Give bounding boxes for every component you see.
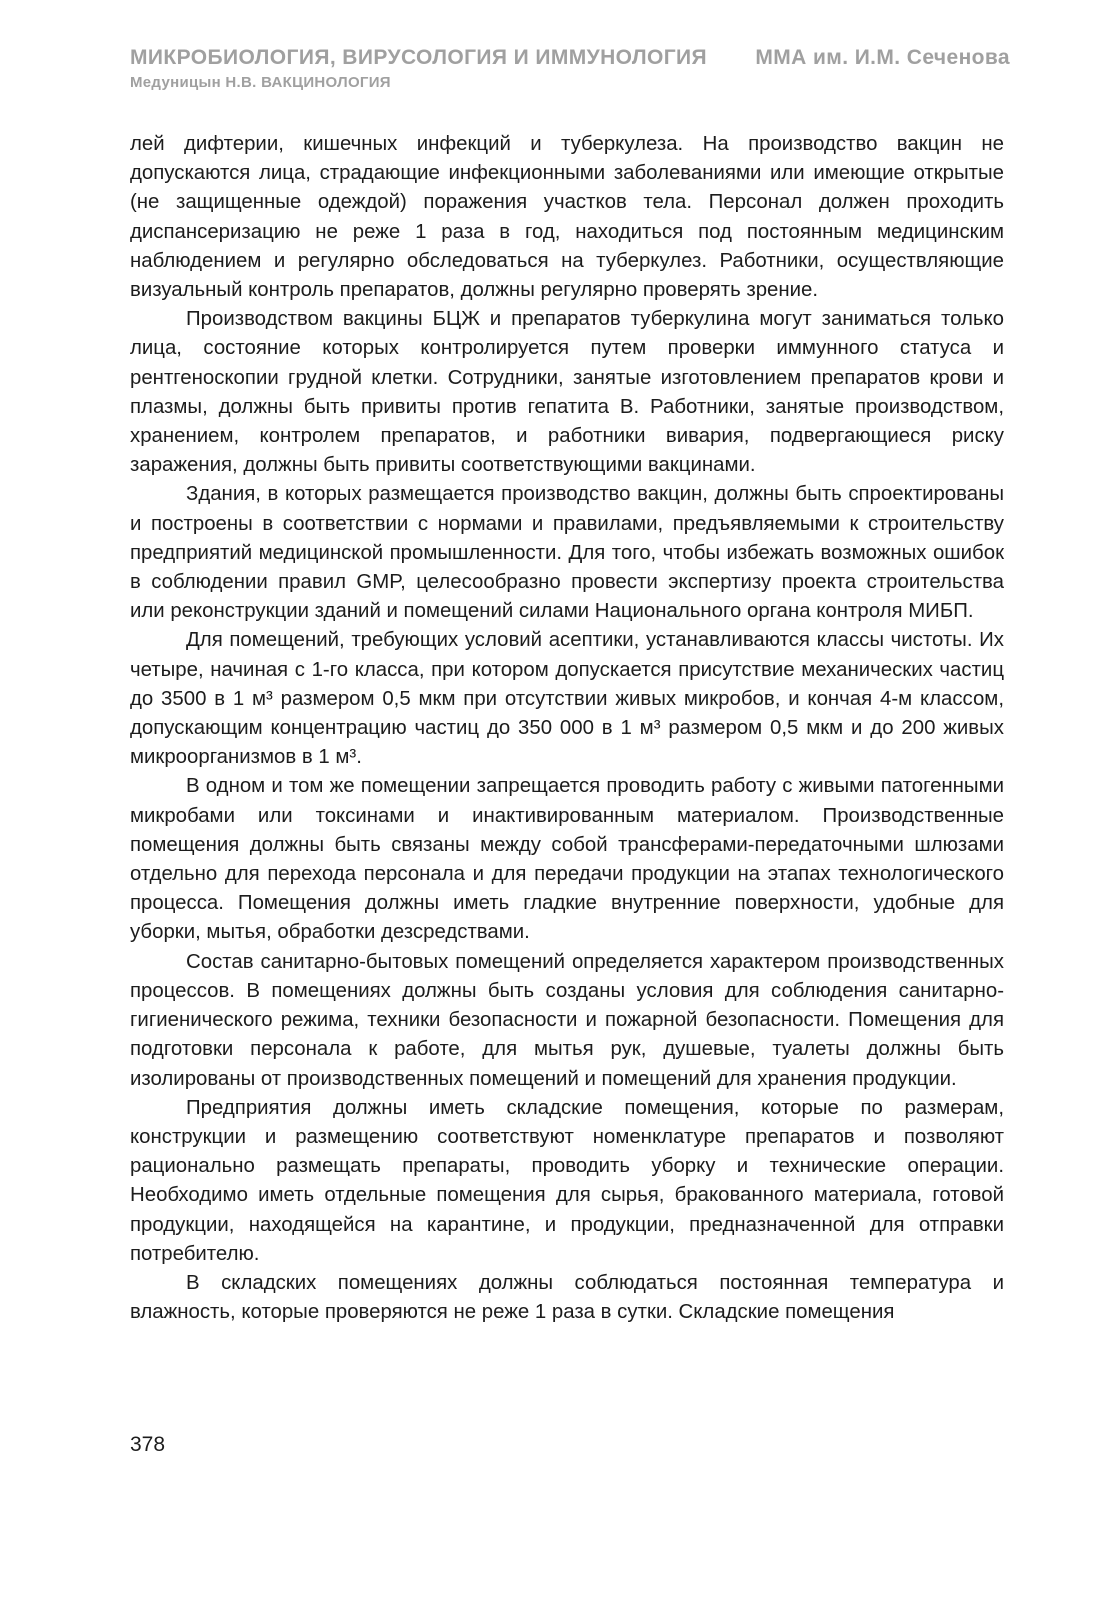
paragraph-8: В складских помещениях должны соблюдаться постоянная температура и влажность, которые проверяются не реже 1 раза в сутки. Складские помещения (130, 1271, 1004, 1324)
paragraph-7: Предприятия должны иметь складские помещения, которые по размерам, конструкции и размещению соответствуют номенклатуре препаратов и позволяют рационально размещать препараты, проводить уборку и технические операции. Необходимо иметь отдельные помещения для сырья, бракованного материала, готовой продукции, находящейся на карантине, и продукции, предназначенной для отправки потребителю. (130, 1096, 1004, 1265)
paragraph-1: лей дифтерии, кишечных инфекций и туберкулеза. На производство вакцин не допускаются лица, страдающие инфекционными заболеваниями или имеющие открытые (не защищенные одеждой) поражения участков тела. Персонал должен проходить диспансеризацию не реже 1 раза в год, находиться под постоянным медицинским наблюдением и регулярно обследоваться на туберкулез. Работники, осуществляющие визуальный контроль препаратов, должны регулярно проверять зрение. (130, 133, 1004, 302)
paragraph-6: Состав санитарно-бытовых помещений определяется характером производственных процессов. В помещениях должны быть созданы условия для соблюдения санитарно-гигиенического режима, техники безопасности и пожарной безопасности. Помещения для подготовки персонала к работе, для мытья рук, душевые, туалеты должны быть изолированы от производственных помещений и помещений для хранения продукции. (130, 950, 1004, 1090)
page-number: 378 (130, 1433, 166, 1456)
header-line-1 (130, 46, 1010, 70)
header-subject: МИКРОБИОЛОГИЯ, ВИРУСОЛОГИЯ И ИММУНОЛОГИЯ (130, 46, 708, 69)
header-institution: ММА им. И.М. Сеченова (755, 46, 1010, 69)
body-text (130, 130, 1004, 1327)
paragraph-3: Здания, в которых размещается производство вакцин, должны быть спроектированы и построены в соответствии с нормами и правилами, предъявляемыми к строительству предприятий медицинской промышленности. Для того, чтобы избежать возможных ошибок в соблюдении правил GMP, целесообразно провести экспертизу проекта строительства или реконструкции зданий и помещений силами Национального органа контроля МИБП. (130, 483, 1004, 623)
header-book-title: Медуницын Н.В. ВАКЦИНОЛОГИЯ (130, 74, 391, 91)
paragraph-4: Для помещений, требующих условий асептики, устанавливаются классы чистоты. Их четыре, начиная с 1-го класса, при котором допускается присутствие механических частиц до 3500 в 1 м³ размером 0,5 мкм при отсутствии живых микробов, и кончая 4-м классом, допускающим концентрацию частиц до 350 000 в 1 м³ размером 0,5 мкм и до 200 живых микроорганизмов в 1 м³. (130, 629, 1004, 769)
paragraph-5: В одном и том же помещении запрещается проводить работу с живыми патогенными микробами или токсинами и инактивированным материалом. Производственные помещения должны быть связаны между собой трансферами-передаточными шлюзами отдельно для перехода персонала и для передачи продукции на этапах технологического процесса. Помещения должны иметь гладкие внутренние поверхности, удобные для уборки, мытья, обработки дезсредствами. (130, 775, 1004, 944)
paragraph-2: Производством вакцины БЦЖ и препаратов туберкулина могут заниматься только лица, состояние которых контролируется путем проверки иммунного статуса и рентгеноскопии грудной клетки. Сотрудники, занятые изготовлением препаратов крови и плазмы, должны быть привиты против гепатита В. Работники, занятые производством, хранением, контролем препаратов, и работники вивария, подвергающиеся риску заражения, должны быть привиты соответствующими вакцинами. (130, 308, 1004, 477)
running-header (130, 46, 1010, 91)
